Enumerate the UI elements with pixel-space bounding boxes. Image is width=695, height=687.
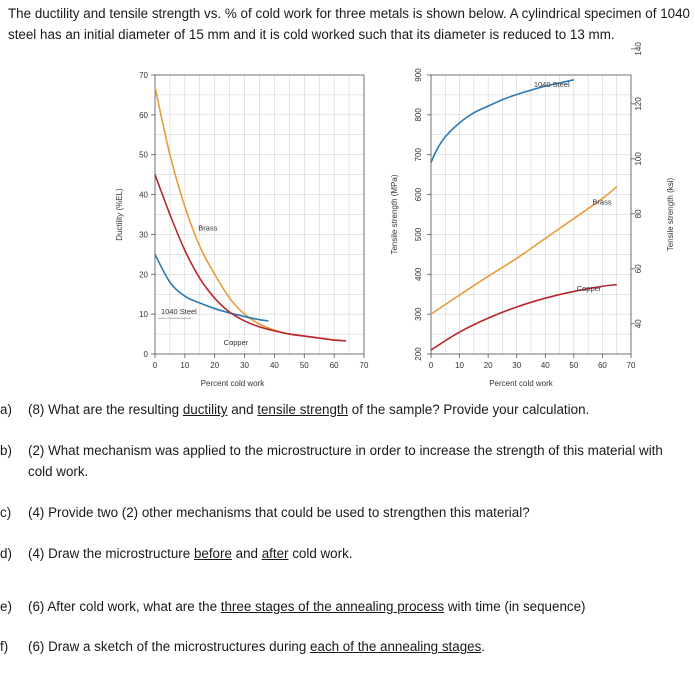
- question-text: (4) Provide two (2) other mechanisms that could be used to strengthen this material?: [28, 505, 530, 520]
- question-label: e): [0, 599, 12, 614]
- series-line-brass: [155, 87, 340, 340]
- underlined-phrase: three stages of the annealing process: [220, 599, 445, 614]
- question-text: of the sample? Provide your calculation.: [348, 402, 590, 417]
- question-a: [0, 399, 678, 420]
- x-tick-label: 40: [540, 361, 550, 370]
- y-tick-label: 500: [414, 227, 423, 242]
- y-tick-label: 200: [414, 347, 423, 361]
- series-annotation: 1040 Steel: [160, 307, 197, 317]
- question-c: [0, 502, 678, 523]
- question-text: with time (in sequence): [444, 599, 586, 614]
- x-tick-label: 30: [240, 361, 250, 370]
- x-tick-label: 10: [455, 361, 465, 370]
- x-tick-label: 60: [329, 361, 339, 370]
- x-axis-label: Percent cold work: [200, 379, 265, 388]
- y-tick-label: 300: [414, 307, 423, 321]
- y-tick-label: 60: [139, 110, 148, 120]
- y-tick-label: 800: [414, 108, 423, 122]
- x-tick-label: 20: [210, 361, 220, 370]
- underlined-phrase: tensile strength: [257, 402, 349, 417]
- x-tick-label: 50: [299, 361, 309, 370]
- question-text: .: [481, 639, 486, 654]
- question-text: (2) What mechanism was applied to the microstructure in order to increase the strength of this material with cold work.: [28, 443, 663, 479]
- y2-tick-label: 60: [634, 264, 643, 274]
- x-tick-label: 40: [269, 361, 279, 370]
- y-tick-label: 400: [414, 267, 423, 281]
- x-tick-label: 70: [626, 361, 636, 370]
- underlined-phrase: before: [193, 546, 232, 561]
- x-tick-label: 60: [597, 361, 607, 370]
- y2-tick-label: 100: [634, 152, 643, 166]
- series-annotation: Copper: [223, 338, 249, 348]
- x-tick-label: 0: [152, 361, 158, 370]
- x-tick-label: 0: [428, 361, 434, 370]
- y2-tick-label: 140: [634, 42, 643, 56]
- y-tick-label: 50: [139, 150, 148, 160]
- x-tick-label: 50: [569, 361, 579, 370]
- question-label: f): [0, 639, 9, 654]
- question-label: a): [0, 402, 12, 417]
- y-tick-label: 900: [414, 68, 423, 82]
- y-tick-label: 600: [414, 187, 423, 202]
- ductility-chart: [115, 71, 369, 388]
- underlined-phrase: ductility: [182, 402, 228, 417]
- question-label: c): [0, 505, 12, 520]
- y-axis-label: Tensile strength (MPa): [390, 174, 399, 255]
- series-annotation: 1040 Steel: [533, 79, 570, 89]
- underlined-phrase: after: [261, 546, 289, 561]
- x-tick-label: 30: [512, 361, 522, 370]
- y-tick-label: 20: [139, 270, 148, 280]
- y-tick-label: 70: [139, 71, 148, 80]
- x-axis-label: Percent cold work: [489, 379, 553, 388]
- x-tick-label: 20: [483, 361, 493, 370]
- y-tick-label: 10: [139, 310, 148, 320]
- question-f: [0, 636, 678, 657]
- x-tick-label: 70: [359, 361, 369, 370]
- series-line-brass: [431, 187, 617, 315]
- question-text: (4) Draw the microstructure: [28, 546, 194, 561]
- y2-tick-label: 120: [634, 97, 643, 111]
- y-tick-label: 0: [143, 350, 148, 359]
- series-annotation: Brass: [592, 197, 612, 207]
- y2-axis-label: Tensile strength (ksi): [666, 177, 675, 252]
- question-label: d): [0, 546, 12, 561]
- y-tick-label: 30: [139, 230, 148, 240]
- question-text: and: [227, 402, 258, 417]
- underlined-phrase: each of the annealing stages: [310, 639, 482, 654]
- question-text: and: [231, 546, 262, 561]
- question-text: (6) After cold work, what are the: [28, 599, 221, 614]
- question-b: [0, 440, 673, 482]
- y-tick-label: 40: [139, 190, 148, 200]
- y2-tick-label: 80: [634, 209, 643, 219]
- question-e: [0, 596, 688, 617]
- question-text: (8) What are the resulting: [28, 402, 183, 417]
- series-annotation: Brass: [198, 223, 218, 233]
- tensile-strength-chart: [390, 42, 675, 388]
- question-d: [0, 543, 678, 564]
- y2-tick-label: 40: [634, 319, 643, 329]
- question-text: (6) Draw a sketch of the microstructures during: [28, 639, 311, 654]
- question-label: b): [0, 443, 12, 458]
- charts-figure: [0, 42, 695, 394]
- series-annotation: Copper: [576, 284, 602, 294]
- y-axis-label: Ductility (%EL): [115, 188, 124, 241]
- problem-statement: The ductility and tensile strength vs. % of cold work for three metals is shown below. A cylindrical specimen of 1040 steel has an initial diameter of 15 mm and it is cold worked such that its diameter is reduced to 13 mm.: [8, 6, 690, 42]
- x-tick-label: 10: [180, 361, 190, 370]
- question-text: cold work.: [288, 546, 353, 561]
- y-tick-label: 700: [414, 148, 423, 162]
